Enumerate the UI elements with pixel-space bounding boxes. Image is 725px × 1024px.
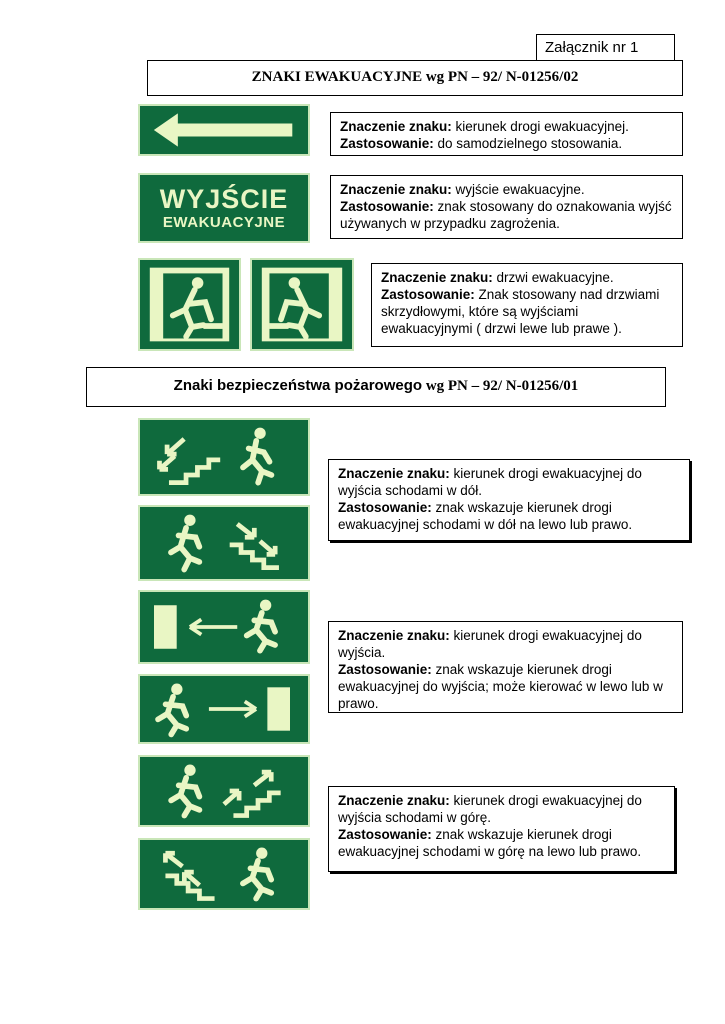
sign-exit-left [138,590,310,664]
usage-label: Zastosowanie: [338,500,432,515]
arrow-left-icon [140,106,308,154]
sign-stairs-down-left [138,418,310,496]
usage-label: Zastosowanie: [340,136,434,151]
stairs-up-right-icon [140,757,308,825]
meaning-text: kierunek drogi ewakuacyjnej do wyjścia. [338,628,642,660]
sign-stairs-up-right [138,755,310,827]
stairs-down-right-icon [140,507,308,579]
door-arrow-running-man-icon [140,592,308,662]
desc-box-5 [328,621,683,713]
desc-box-6 [328,786,675,872]
usage-text: znak wskazuje kierunek drogi ewakuacyjnej schodami w dół na lewo lub prawo. [338,500,633,532]
meaning-text: kierunek drogi ewakuacyjnej do wyjścia schodami w górę. [338,793,642,825]
section-title-fire-safety [86,367,666,407]
usage-label: Zastosowanie: [338,827,432,842]
meaning-label: Znaczenie znaku: [381,270,493,285]
meaning-label: Znaczenie znaku: [338,793,450,808]
door-running-man-icon [140,260,239,349]
meaning-text: kierunek drogi ewakuacyjnej do wyjścia schodami w dół. [338,466,642,498]
usage-text: do samodzielnego stosowania. [433,136,623,151]
desc-box-1 [330,112,683,156]
section-title-evacuation: ZNAKI EWAKUACYJNE wg PN – 92/ N-01256/02 [147,60,683,96]
section2-title-main: Znaki bezpieczeństwa pożarowego [173,377,423,394]
sign-stairs-up-left [138,838,310,910]
sign-text-line2: EWAKUACYJNE [162,214,286,231]
usage-label: Zastosowanie: [338,662,432,677]
sign-arrow-left [138,104,310,156]
desc-box-2 [330,175,683,239]
usage-label: Zastosowanie: [340,199,434,214]
usage-text: znak stosowany do oznakowania wyjść używanych w przypadku zagrożenia. [340,199,672,231]
meaning-label: Znaczenie znaku: [338,628,450,643]
meaning-text: wyjście ewakuacyjne. [451,182,585,197]
running-man-arrow-door-icon [140,676,308,742]
desc-box-3 [371,263,683,347]
usage-text: znak wskazuje kierunek drogi ewakuacyjnej schodami w górę na lewo lub prawo. [338,827,642,859]
meaning-text: kierunek drogi ewakuacyjnej. [451,119,629,134]
usage-text: Znak stosowany nad drzwiami skrzydłowymi, które są wyjściami ewakuacyjnymi ( drzwi lewe lub prawe ). [381,287,660,336]
door-running-man-icon [252,260,352,349]
stairs-down-left-icon [140,420,308,494]
meaning-label: Znaczenie znaku: [338,466,450,481]
sign-door-right [250,258,354,351]
attachment-label: Załącznik nr 1 [536,34,675,64]
meaning-label: Znaczenie znaku: [340,182,452,197]
sign-stairs-down-right [138,505,310,581]
sign-door-left [138,258,241,351]
desc-box-4 [328,459,690,541]
stairs-up-left-icon [140,840,308,908]
sign-exit-right [138,674,310,744]
sign-text-line1: WYJŚCIE [159,184,289,214]
sign-exit-text [138,173,310,243]
meaning-text: drzwi ewakuacyjne. [492,270,614,285]
usage-label: Zastosowanie: [381,287,475,302]
usage-text: znak wskazuje kierunek drogi ewakuacyjnej do wyjścia; może kierować w lewo lub w prawo. [338,662,663,711]
section2-title-std: wg PN – 92/ N-01256/01 [422,378,579,394]
meaning-label: Znaczenie znaku: [340,119,452,134]
